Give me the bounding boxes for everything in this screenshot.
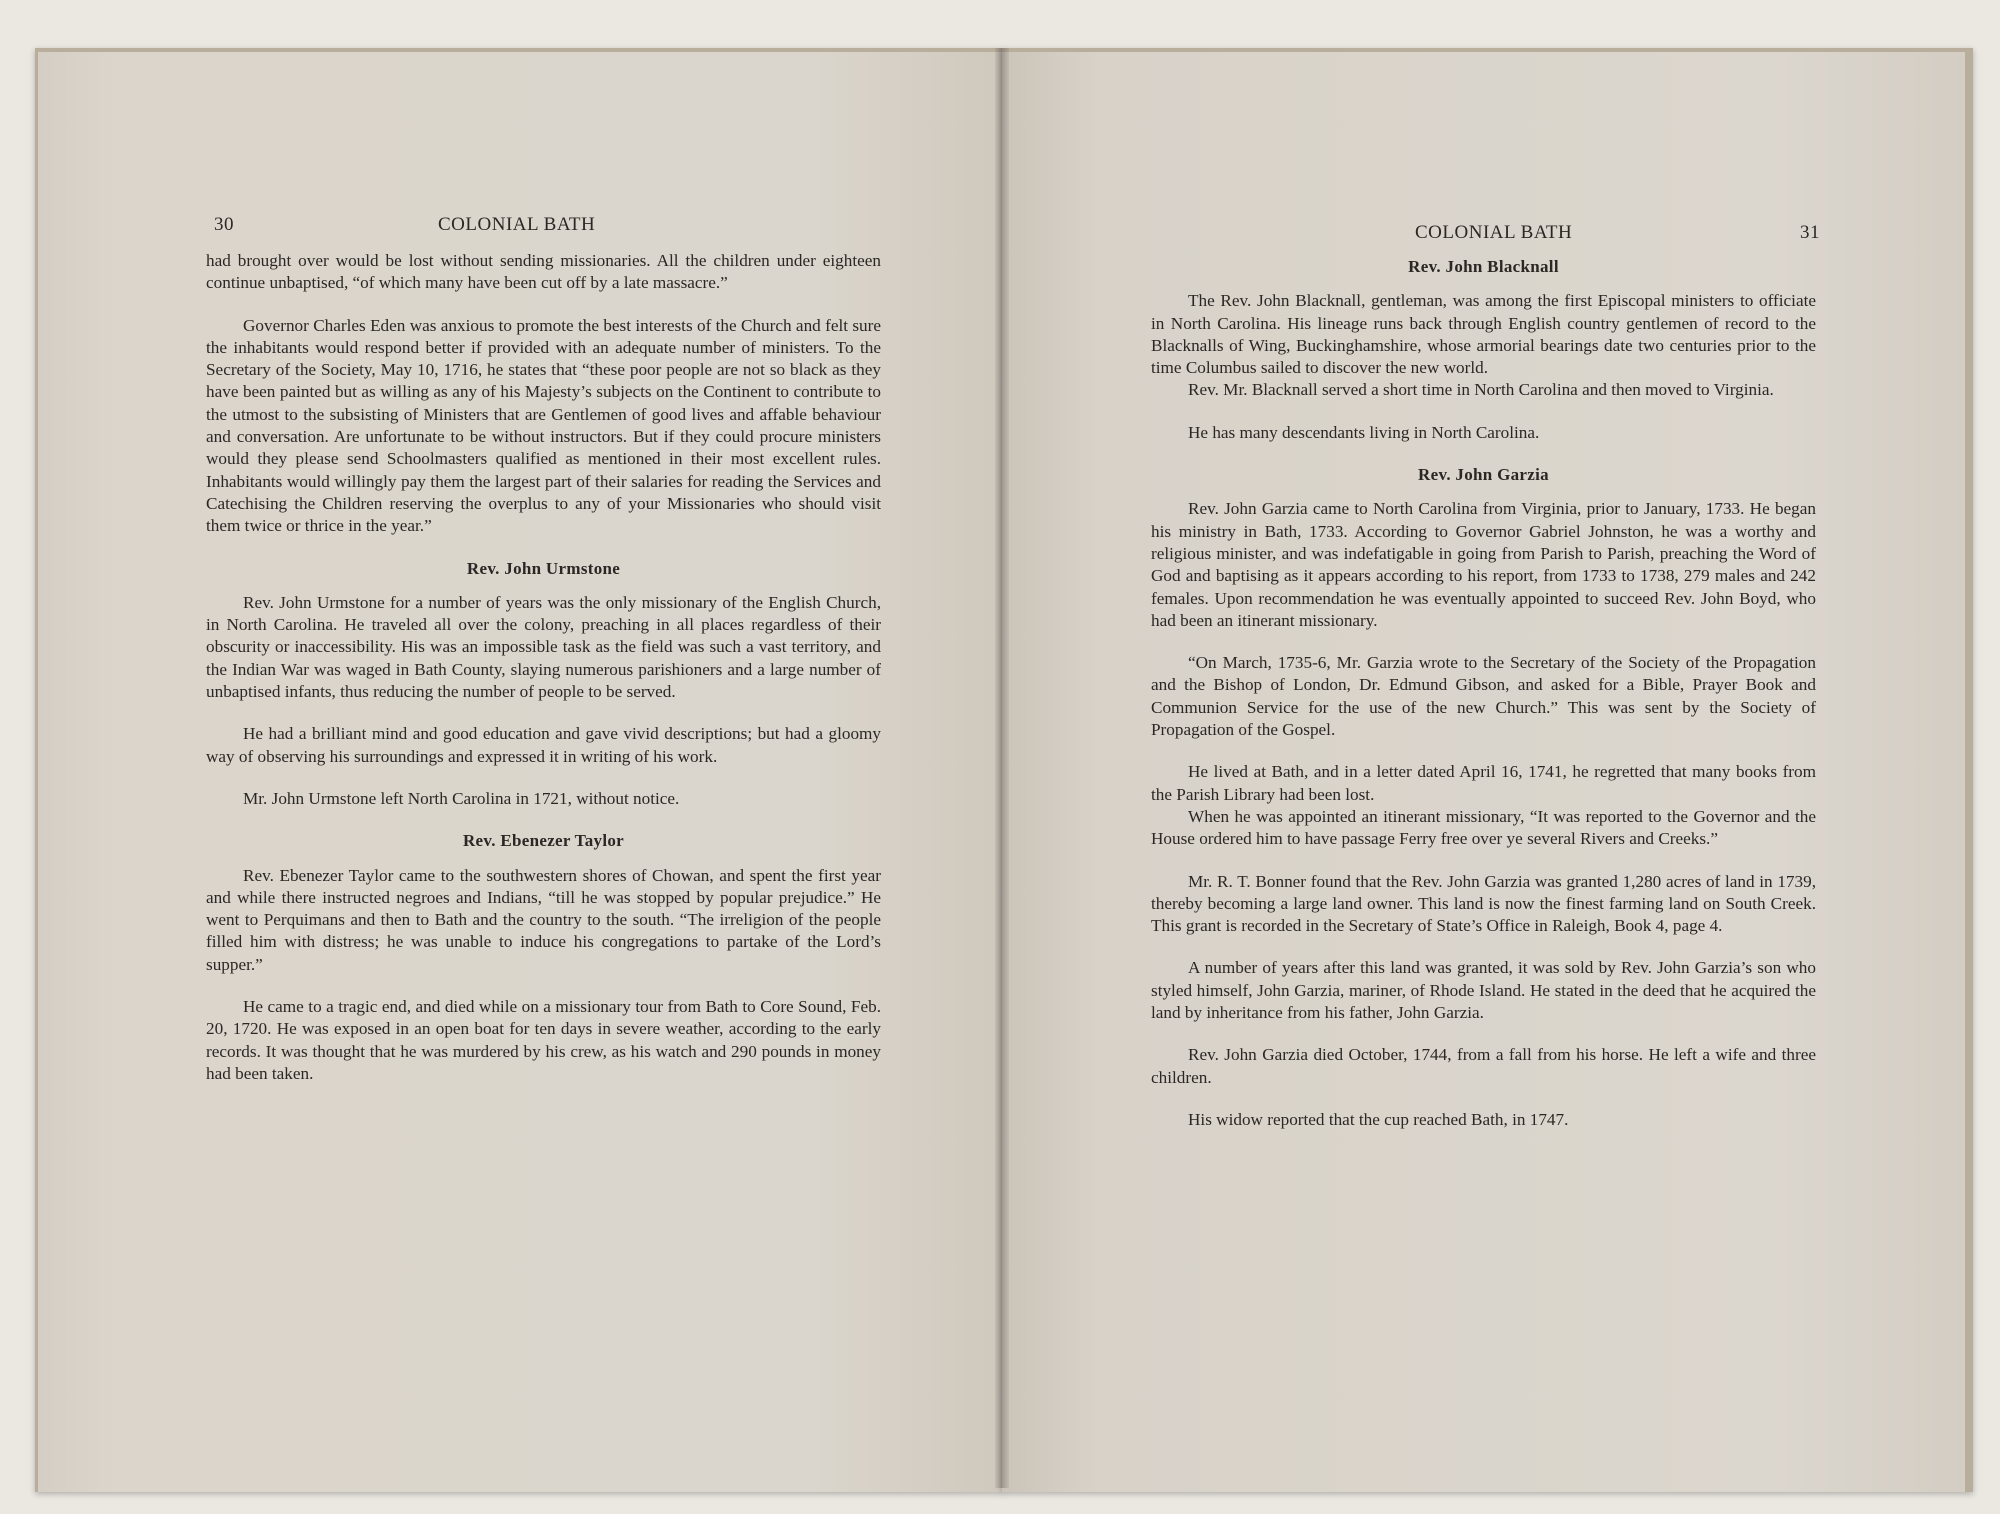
paragraph: He came to a tragic end, and died while on a missionary tour from Bath to Core Sound, Feb. 20, 1720. He was exposed in an open boat for ten days in severe weather, according to the early records. It was thought that he was murdered by his crew, as his watch and 290 pounds in money had been taken. xyxy=(206,997,881,1083)
page-number-left: 30 xyxy=(214,214,234,235)
page-number-right: 31 xyxy=(1800,222,1820,243)
paragraph: “On March, 1735-6, Mr. Garzia wrote to the Secretary of the Society of the Propagation and the Bishop of London, Dr. Edmund Gibson, and asked for a Bible, Prayer Book and Communion Service for the use of the new Church.” This was sent by the Society of Propagation of the Gospel. xyxy=(1151,653,1816,740)
paragraph: had brought over would be lost without sending missionaries. All the children under eighteen continue unbaptised, “of which many have been cut off by a late massacre.” xyxy=(206,251,881,293)
section-heading-urmstone: Rev. John Urmstone xyxy=(466,558,621,578)
paragraph: Mr. R. T. Bonner found that the Rev. John Garzia was granted 1,280 acres of land in 1739, thereby becoming a large land owner. This land is now the finest farming land on South Creek. This grant is recorded in the Secretary of State’s Office in Raleigh, Book 4, page 4. xyxy=(1151,871,1816,936)
right-page-body xyxy=(1151,256,1816,1151)
paragraph: Rev. John Garzia came to North Carolina from Virginia, prior to January, 1733. He began his ministry in Bath, 1733. According to Governor Gabriel Johnston, he was a worthy and religious minister, and was indefatigable in going from Parish to Parish, preaching the Word of God and baptising as it appears according to his report, from 1733 to 1738, 279 males and 242 females. Upon recommendation he was eventually appointed to succeed Rev. John Boyd, who had been an itinerant missionary. xyxy=(1151,499,1816,630)
paragraph: A number of years after this land was granted, it was sold by Rev. John Garzia’s son who styled himself, John Garzia, mariner, of Rhode Island. He stated in the deed that he acquired the land by inheritance from his father, John Garzia. xyxy=(1151,958,1816,1023)
paragraph: He had a brilliant mind and good education and gave vivid descriptions; but had a gloomy way of observing his surroundings and expressed it in writing of his work. xyxy=(206,724,881,766)
section-heading-blacknall: Rev. John Blacknall xyxy=(1408,257,1559,276)
paragraph: The Rev. John Blacknall, gentleman, was among the first Episcopal ministers to officiate in North Carolina. His lineage runs back through English country gentlemen of record to the Blacknalls of Wing, Buckinghamshire, whose armorial bearings date two centuries prior to the time Columbus sailed to discover the new world. xyxy=(1151,291,1816,378)
paragraph: Rev. Ebenezer Taylor came to the southwestern shores of Chowan, and spent the first year and while there instructed negroes and Indians, “till he was stopped by popular prejudice.” He went to Perquimans and then to Bath and the country to the south. “The irreligion of the people filled him with distress; he was unable to induce his congregations to partake of the Lord’s supper.” xyxy=(206,865,881,974)
paragraph: Rev. John Urmstone for a number of years was the only missionary of the English Church, in North Carolina. He traveled all over the colony, preaching in all places regardless of their obscurity or inaccessibility. His was an impossible task as the field was such a vast territory, and the Indian War was waged in Bath County, slaying numerous parishioners and a large number of unbaptised infants, thus reducing the number of people to be served. xyxy=(206,592,881,702)
paragraph: His widow reported that the cup reached Bath, in 1747. xyxy=(1188,1109,1569,1129)
paragraph: Rev. Mr. Blacknall served a short time in North Carolina and then moved to Virginia. xyxy=(1188,380,1774,400)
running-title-left: COLONIAL BATH xyxy=(438,214,596,235)
book-gutter xyxy=(995,48,1009,1488)
paragraph: When he was appointed an itinerant missionary, “It was reported to the Governor and the House ordered him to have passage Ferry free over ye several Rivers and Creeks.” xyxy=(1151,806,1816,849)
left-page xyxy=(35,48,1003,1492)
paragraph: Governor Charles Eden was anxious to promote the best interests of the Church and felt sure the inhabitants would respond better if provided with an adequate number of ministers. To the Secretary of the Society, May 10, 1716, he states that “these poor people are not so black as they have been painted but as willing as any of his Majesty’s subjects on the Continent to contribute to the utmost to the subsisting of Ministers that are Gentlemen of good lives and affable behaviour and conversation. Are unfortunate to be without instructors. But if they could procure ministers would they please send Schoolmasters qualified as mentioned in their most excellent rules. Inhabitants would willingly pay them the largest part of their salaries for reading the Services and Catechising the Children reserving the overplus to any of your Missionaries who should visit them twice or thrice in the year.” xyxy=(206,315,881,536)
right-page xyxy=(1002,48,1973,1492)
paragraph: He has many descendants living in North Carolina. xyxy=(1188,422,1540,442)
running-title-right: COLONIAL BATH xyxy=(1415,222,1573,243)
paragraph: He lived at Bath, and in a letter dated April 16, 1741, he regretted that many books from the Parish Library had been lost. xyxy=(1151,762,1816,804)
paragraph: Rev. John Garzia died October, 1744, from a fall from his horse. He left a wife and three children. xyxy=(1151,1045,1816,1087)
paragraph: Mr. John Urmstone left North Carolina in 1721, without notice. xyxy=(243,788,680,808)
section-heading-garzia: Rev. John Garzia xyxy=(1418,465,1549,485)
left-page-body xyxy=(206,250,881,1105)
book-spread xyxy=(35,48,1965,1488)
section-heading-taylor: Rev. Ebenezer Taylor xyxy=(462,831,625,851)
